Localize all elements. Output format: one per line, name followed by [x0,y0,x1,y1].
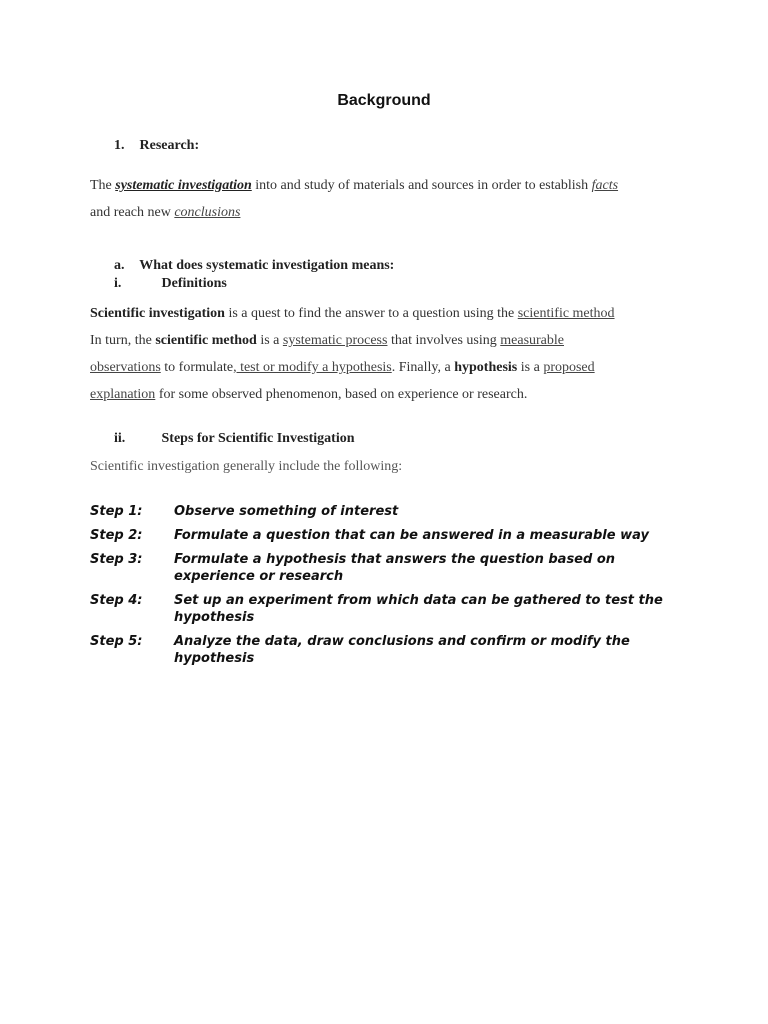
link-measurable-observations[interactable]: measurable [500,333,564,348]
text-span: . Finally, a [391,360,455,375]
step-item [90,503,690,520]
section-i-heading [114,276,227,292]
term-scientific-investigation: Scientific investigation [90,306,225,321]
text-span: is a [517,360,544,375]
text-span: that involves using [387,333,501,348]
step-text: Observe something of interest [174,504,399,519]
term-scientific-method: scientific method [155,333,257,348]
term-hypothesis: hypothesis [454,360,518,375]
paragraph-line [90,199,680,226]
step-label: Step 2: [90,528,143,543]
step-item [90,592,690,626]
text-span: is a [256,333,283,348]
link-conclusions[interactable]: conclusions [174,205,241,220]
step-text: Analyze the data, draw conclusions and confirm or modify the hypothesis [174,634,630,666]
section-letter: a. [114,258,125,273]
step-text: Formulate a hypothesis that answers the question based on experience or research [174,552,616,584]
link-measurable-observations[interactable]: observations [90,360,161,375]
step-text: Set up an experiment from which data can be gathered to test the hypothesis [174,593,663,625]
link-scientific-method[interactable]: scientific method [517,306,615,321]
section-title: Definitions [161,276,227,291]
link-proposed-explanation[interactable]: explanation [90,387,156,402]
text-span: In turn, the [90,333,156,348]
section-title: Research: [139,138,200,153]
page-title: Background [337,92,431,109]
paragraph-line [90,300,680,327]
step-item [90,633,690,667]
text-span: into and study of materials and sources in order to establish [251,178,592,193]
section-title: What does systematic investigation means: [139,258,395,273]
link-test-or-modify-hypothesis[interactable]: , test or modify a hypothesis [233,360,392,375]
text-span: and reach new [90,205,175,220]
step-item [90,527,690,544]
link-proposed-explanation[interactable]: proposed [543,360,595,375]
step-item [90,551,690,585]
section-number: 1. [114,138,125,153]
step-label: Step 1: [90,504,143,519]
section-roman: i. [114,276,122,291]
step-label: Step 3: [90,552,143,567]
step-label: Step 4: [90,593,143,608]
text-span: The [90,178,116,193]
text-span: to formulate [160,360,234,375]
text-span: for some observed phenomenon, based on experience or research. [155,387,528,402]
link-systematic-process[interactable]: systematic process [282,333,388,348]
steps-list [90,503,690,674]
section-a-heading [114,258,394,274]
section-title: Steps for Scientific Investigation [161,431,355,446]
paragraph-line [90,381,680,408]
link-systematic-investigation[interactable]: systematic investigation [115,178,252,193]
definitions-paragraph [90,300,680,408]
paragraph-line [90,327,680,354]
steps-intro: Scientific investigation generally include the following: [90,459,403,474]
section-ii-heading [114,431,355,447]
research-paragraph [90,172,680,226]
paragraph-line [90,354,680,381]
section-roman: ii. [114,431,126,446]
text-span: is a quest to find the answer to a question using the [224,306,518,321]
link-facts[interactable]: facts [591,178,619,193]
section-research-heading [114,138,199,154]
paragraph-line [90,172,680,199]
step-label: Step 5: [90,634,143,649]
step-text: Formulate a question that can be answered in a measurable way [174,528,649,543]
